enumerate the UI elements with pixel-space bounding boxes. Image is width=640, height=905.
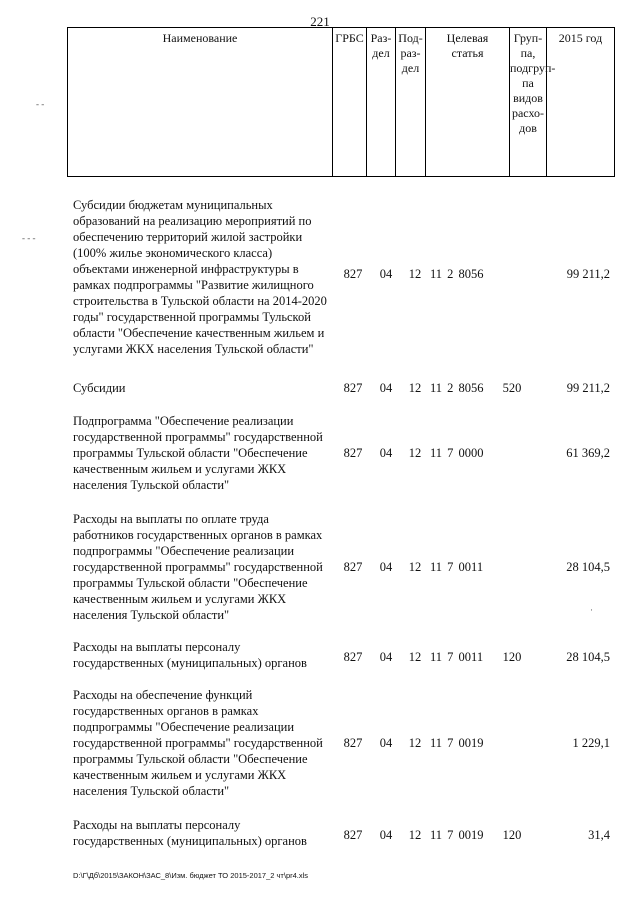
row-sum: 1 229,1 — [572, 736, 610, 750]
row-target: 11 7 0011 — [430, 560, 484, 574]
header-grbs: ГРБС — [333, 28, 367, 176]
row-name: Расходы на выплаты по оплате труда работников государственных органов в рамках подпрограммы "Обеспечение реализации государственной программы" государственной программы Тульской области "Обеспечение качественным жильем и услугами ЖКХ населения Тульской области" — [73, 512, 323, 622]
row-target: 11 7 0019 — [430, 828, 484, 842]
file-path-footer: D:\Г\Дб\2015\ЗАКОН\ЗАС_8\Изм. бюджет ТО 2015-2017_2 чт\pr4.xls — [73, 871, 309, 880]
row-sum: 61 369,2 — [566, 446, 610, 460]
header-razdel: Раз- дел — [367, 28, 396, 176]
row-name: Субсидии бюджетам муниципальных образований на реализацию мероприятий по обеспечению территорий жилой застройки (100% жилье экономического класса) объектами инженерной инфраструктуры в рамках подпрограммы "Развитие жилищного строительства в Тульской области на 2014-2020 годы" государственной программы Тульской области "Обеспечение качественным жильем и услугами ЖКХ населения Тульской области" — [73, 198, 327, 356]
row-name: Расходы на обеспечение функций государственных органов в рамках подпрограммы "Обеспечение реализации государственной программы" государственной программы Тульской области "Обеспечение качественным жильем и услугами ЖКХ населения Тульской области" — [73, 688, 323, 798]
table-header — [67, 27, 615, 177]
row-target: 11 2 8056 — [430, 267, 484, 281]
row-grbs: 827 — [343, 736, 363, 750]
row-razdel: 04 — [379, 650, 393, 664]
scan-artifact: - - - — [22, 233, 36, 243]
row-razdel: 04 — [379, 381, 393, 395]
row-target: 11 7 0000 — [430, 446, 484, 460]
row-target: 11 7 0011 — [430, 650, 484, 664]
row-grbs: 827 — [343, 560, 363, 574]
row-name: Расходы на выплаты персоналу государственных (муниципальных) органов — [73, 640, 307, 670]
row-sum: 99 211,2 — [566, 267, 610, 281]
row-sum: 28 104,5 — [566, 560, 610, 574]
row-razdel: 04 — [379, 446, 393, 460]
row-razdel: 04 — [379, 267, 393, 281]
scan-artifact: · — [590, 605, 593, 615]
header-group: Груп- па, подгруп- па видов расхо- дов — [510, 28, 547, 176]
row-podrazdel: 12 — [408, 828, 422, 842]
row-grbs: 827 — [343, 446, 363, 460]
row-grbs: 827 — [343, 828, 363, 842]
row-podrazdel: 12 — [408, 446, 422, 460]
row-razdel: 04 — [379, 560, 393, 574]
row-name: Расходы на выплаты персоналу государственных (муниципальных) органов — [73, 818, 307, 848]
row-vr: 120 — [502, 828, 522, 842]
page-number: 221 — [310, 14, 330, 29]
header-target: Целевая статья — [426, 28, 510, 176]
row-grbs: 827 — [343, 381, 363, 395]
header-podrazdel: Под- раз- дел — [396, 28, 426, 176]
row-podrazdel: 12 — [408, 267, 422, 281]
row-grbs: 827 — [343, 267, 363, 281]
row-name: Подпрограмма "Обеспечение реализации государственной программы" государственной программы Тульской области "Обеспечение качественным жильем и услугами ЖКХ населения Тульской области" — [73, 414, 323, 492]
row-podrazdel: 12 — [408, 560, 422, 574]
row-target: 11 2 8056 — [430, 381, 484, 395]
row-sum: 99 211,2 — [566, 381, 610, 395]
row-podrazdel: 12 — [408, 736, 422, 750]
row-razdel: 04 — [379, 736, 393, 750]
row-vr: 520 — [502, 381, 522, 395]
row-podrazdel: 12 — [408, 381, 422, 395]
row-grbs: 827 — [343, 650, 363, 664]
row-sum: 31,4 — [588, 828, 610, 842]
row-name: Субсидии — [73, 381, 126, 395]
header-year: 2015 год — [558, 31, 603, 45]
row-sum: 28 104,5 — [566, 650, 610, 664]
header-name: Наименование — [68, 28, 333, 176]
row-target: 11 7 0019 — [430, 736, 484, 750]
row-podrazdel: 12 — [408, 650, 422, 664]
scan-artifact: - - — [36, 99, 45, 109]
row-vr: 120 — [502, 650, 522, 664]
row-razdel: 04 — [379, 828, 393, 842]
